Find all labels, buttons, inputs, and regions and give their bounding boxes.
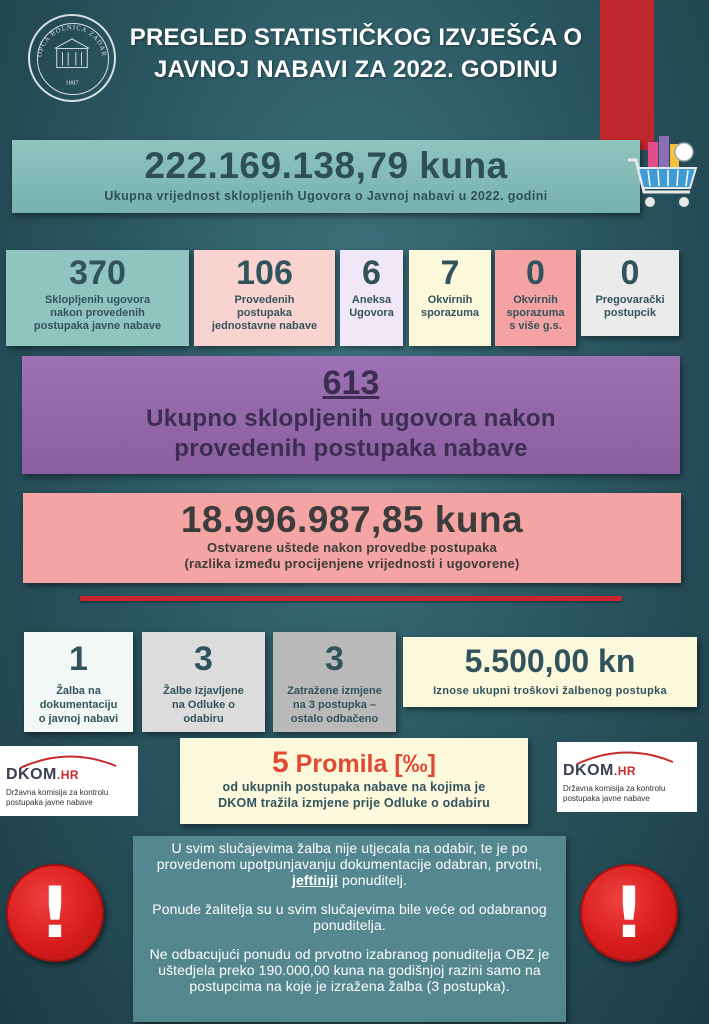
- stat-contract-annexes: [340, 250, 403, 346]
- warning-icon-right: [580, 864, 678, 962]
- stat-label-1: Okvirnih: [513, 294, 558, 306]
- stat-value: 370: [69, 254, 126, 292]
- total-contracts-line-2: provedenih postupaka nabave: [174, 435, 528, 462]
- stat-label-3: jednostavne nabave: [211, 320, 318, 332]
- appeal-label-3: o javnoj nabavi: [38, 713, 119, 725]
- section-divider: [80, 596, 622, 601]
- warning-glyph: !: [613, 872, 645, 954]
- appeal-selection-decisions: [142, 632, 265, 732]
- conclusion-paragraph-1: [133, 840, 566, 888]
- promile-word: Promila [‰]: [288, 750, 436, 778]
- stat-label-1: Okvirnih: [427, 294, 473, 306]
- savings-caption-2: (razlika između procijenjene vrijednosti i ugovorene): [184, 556, 520, 571]
- total-contracts-value: 613: [322, 364, 380, 402]
- savings-panel: [23, 493, 681, 583]
- dkom-caption-1: Državna komisija za kontrolu: [563, 784, 666, 793]
- warning-icon-left: [6, 864, 104, 962]
- total-contracts-panel: [22, 356, 680, 474]
- logo-year: 1887: [65, 79, 79, 87]
- conclusion-paragraph-3: Ne odbacujući ponudu od prvotno izabranog ponuditelja OBZ je uštedjela preko 190.000,00 kuna na godišnjoj razini samo na postupcima na koje je izražena žalba (3 postupka).: [149, 946, 550, 994]
- svg-text:OPĆA BOLNICA ZADAR: [37, 24, 108, 57]
- stat-label-2: Ugovora: [349, 307, 394, 319]
- dkom-suffix: .HR: [613, 764, 637, 778]
- savings-caption-1: Ostvarene uštede nakon provedbe postupaka: [207, 540, 497, 555]
- title-line-2: JAVNOJ NABAVI ZA 2022. GODINU: [153, 56, 559, 83]
- dkom-logo-left: [0, 746, 138, 816]
- conclusion-emphasis: jeftiniji: [292, 872, 339, 888]
- stat-value: 6: [362, 254, 381, 292]
- conclusion-paragraph-2: Ponude žalitelja su u svim slučajevima bile veće od odabranog ponuditelja.: [152, 901, 547, 933]
- conclusion-panel: [133, 836, 566, 1022]
- appeal-value: 3: [325, 640, 344, 678]
- stat-label-1: Sklopljenih ugovora: [44, 294, 151, 306]
- title-line-1: PREGLED STATISTIČKOG IZVJEŠĆA O: [129, 24, 583, 51]
- promile-panel: [180, 738, 528, 824]
- stat-label-3: postupaka javne nabave: [33, 320, 162, 332]
- dkom-caption-2: postupaka javne nabave: [563, 794, 650, 803]
- stat-value: 7: [440, 254, 460, 292]
- dkom-word: DKOM: [563, 762, 614, 779]
- appeal-cost-panel: [403, 637, 697, 707]
- stat-multiyear-framework: [495, 250, 576, 346]
- appeal-value: 1: [69, 640, 88, 678]
- page-title: [126, 22, 586, 86]
- stat-label-2: postupaka: [236, 307, 292, 319]
- dkom-word: DKOM: [6, 766, 57, 783]
- shopping-cart-icon: [626, 130, 702, 222]
- stat-label-1: Pregovarački: [595, 294, 665, 306]
- stat-contracts-concluded: [6, 250, 189, 346]
- appeal-requested-changes: [273, 632, 396, 732]
- total-contracts-line-1: Ukupno sklopljenih ugovora nakon: [146, 405, 556, 432]
- promile-caption-2: DKOM tražila izmjene prije Odluke o odabiru: [218, 796, 490, 810]
- decor-red-bar: [600, 0, 654, 150]
- logo-arc-text: OPĆA BOLNICA ZADAR: [36, 24, 108, 58]
- savings-value: 18.996.987,85 kuna: [180, 499, 524, 540]
- dkom-caption-2: postupaka javne nabave: [6, 798, 93, 807]
- stat-label-2: nakon provedenih: [50, 307, 145, 319]
- stat-label-1: Provedenih: [234, 294, 295, 306]
- stat-simple-procurement: [194, 250, 335, 346]
- appeal-documentation: [24, 632, 133, 732]
- conclusion-text-end: ponuditelj.: [338, 872, 407, 888]
- appeal-cost-caption: Iznose ukupni troškovi žalbenog postupka: [433, 685, 667, 697]
- dkom-caption-1: Državna komisija za kontrolu: [6, 788, 109, 797]
- stat-negotiated-procedure: [581, 250, 679, 336]
- promile-caption-1: od ukupnih postupaka nabave na kojima je: [222, 780, 486, 794]
- dkom-logo-right: [557, 742, 697, 812]
- warning-glyph: !: [39, 872, 71, 954]
- dkom-suffix: .HR: [56, 768, 80, 782]
- stat-label-2: sporazuma: [420, 307, 480, 319]
- appeal-label-3: odabiru: [183, 713, 224, 725]
- total-caption: Ukupna vrijednost sklopljenih Ugovora o Javnoj nabavi u 2022. godini: [104, 189, 548, 203]
- appeal-label-3: ostalo odbačeno: [290, 713, 379, 725]
- appeal-value: 3: [194, 640, 213, 678]
- stat-value: 0: [620, 254, 640, 292]
- stat-label-2: postupcik: [604, 307, 656, 319]
- total-value: 222.169.138,79 kuna: [144, 145, 508, 186]
- appeal-label-2: na 3 postupka –: [292, 699, 377, 711]
- stat-value: 0: [526, 254, 545, 292]
- stat-value: 106: [236, 254, 293, 292]
- appeal-cost-value: 5.500,00 kn: [464, 643, 636, 679]
- appeal-label-1: Zatražene izmjene: [287, 685, 382, 697]
- stat-label-2: sporazuma: [506, 307, 565, 319]
- stat-label-3: s više g.s.: [509, 320, 562, 332]
- promile-number: 5: [272, 746, 289, 779]
- stat-framework-agreements: [409, 250, 491, 346]
- conclusion-text: U svim slučajevima žalba nije utjecala na odabir, te je po provedenom upotpunjavanju dokumentacije odabran, prvotni,: [156, 840, 543, 872]
- hospital-logo: [28, 14, 116, 102]
- appeal-label-1: Žalba na: [56, 685, 101, 697]
- appeal-label-2: na Odluke o: [172, 699, 235, 711]
- total-value-panel: [12, 140, 640, 213]
- stat-label-1: Aneksa: [351, 294, 392, 306]
- appeal-label-1: Žalbe Izjavljene: [163, 685, 244, 697]
- appeal-label-2: dokumentaciju: [39, 699, 118, 711]
